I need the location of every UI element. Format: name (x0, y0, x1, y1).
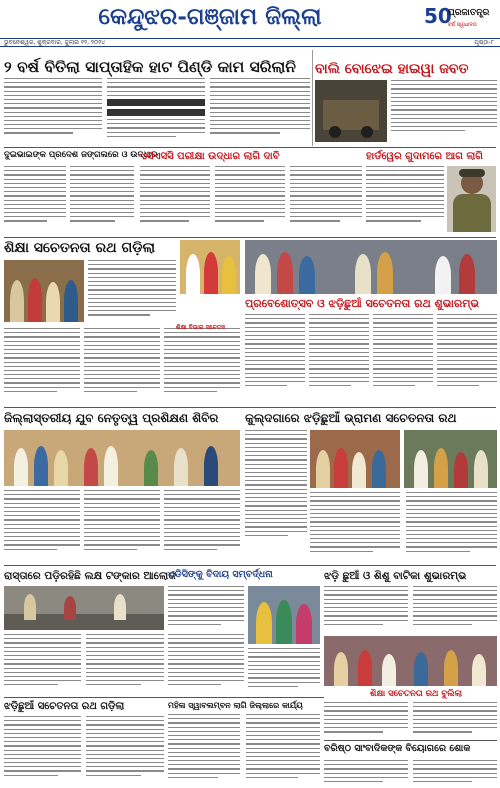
article-body-kuldaga-2 (310, 492, 497, 560)
headline-education-chariot[interactable]: ଶିକ୍ଷା ସଚେତନତା ରଥ ଗଡ଼ିଲା (4, 240, 156, 256)
headline-hardware-fire[interactable]: ହାର୍ଡୱେର ଗୁଦାମରେ ଆଗ ଲାଗି (366, 151, 483, 162)
chariot-photo-right[interactable] (245, 240, 497, 294)
article-body-brothers (4, 166, 134, 234)
page-title: କେନ୍ଦୁଝର-ଗଞ୍ଜାମ ଜିଲ୍ଲା (98, 3, 322, 30)
youth-training-photo[interactable] (4, 430, 240, 486)
officer-portrait[interactable] (447, 166, 496, 232)
brand-name: ପ୍ରଜାତନ୍ତ୍ର (448, 8, 490, 18)
headline-journalist-condolence[interactable]: ବରିଷ୍ଠ ସାଂବାଦିକଙ୍କ ବିୟୋଗରେ ଶୋକ (324, 743, 471, 754)
article-body-festival (245, 314, 497, 404)
kuldaga-photo[interactable] (310, 430, 400, 488)
adc-farewell-photo[interactable] (248, 586, 320, 644)
headline-awareness-chariot-2[interactable]: ଝଡ଼ିଛୁଆଁ ସଚେତନତା ରଥ ଗଡ଼ିଲା (4, 701, 125, 712)
page-number: ପୃଷ୍ଠା-୮ (474, 39, 494, 46)
headline-enrollment-festival[interactable]: ପ୍ରବେଶୋତ୍ସବ ଓ ଝଡ଼ିଛୁଆଁ ସଚେତନତା ରଥ ଶୁଭାରମ୍ଭ (245, 297, 480, 310)
headline-sand-truck[interactable]: ବାଲି ବୋଝେଇ ହାଇୱା ଜବତ (315, 61, 469, 77)
article-body-kids-garden (324, 586, 497, 632)
article-body-fire (366, 166, 444, 234)
headline-brothers-rescue[interactable]: ଦୁଇଭାଇଙ୍କ ପ୍ରଦେଶ ଜଙ୍ଗଲରେ ଓ ଉଦ୍ଧାର (4, 150, 158, 160)
headline-youth-training[interactable]: ଜିଲ୍ଲାସ୍ତରୀୟ ଯୁବ ନେତୃତ୍ୱ ପ୍ରଶିକ୍ଷଣ ଶିବିର (4, 411, 219, 425)
article-body-kuldaga (245, 430, 307, 560)
article-body-youth (4, 490, 240, 560)
article-body-education-tour (324, 702, 497, 738)
brand-tagline: ବର୍ଷ ସ୍ୱାଧୀନତା (448, 22, 477, 28)
masthead (0, 0, 500, 46)
article-body-women (168, 714, 320, 786)
chariot-photo-left[interactable] (4, 260, 84, 322)
newspaper-logo[interactable] (424, 4, 494, 38)
article-body-condolence (324, 760, 497, 786)
article-body-adc (168, 586, 244, 630)
article-body-road-light (4, 634, 164, 694)
headline-kuldaga-chariot[interactable]: କୁଲ୍ଦଗାରେ ଝଡ଼ିଛୁଆଁ ଭ୍ରାମଣ ସଚେତନତା ରଥ (245, 411, 457, 425)
article-body-market (4, 78, 310, 144)
headline-road-light[interactable]: ରାସ୍ତାରେ ପଡ଼ିରହିଛି ଲକ୍ଷ ଟଙ୍କାର ଆଲୋକ (4, 570, 176, 582)
headline-adc-farewell[interactable]: ଏଡିସିଙ୍କୁ ବିଦାୟ ସମ୍ବର୍ଦ୍ଧନା (168, 569, 273, 580)
article-body-adc-2 (168, 634, 244, 694)
article-body-education-lower (4, 328, 240, 404)
kids-garden-photo[interactable] (324, 636, 497, 686)
sand-truck-photo[interactable] (315, 80, 387, 142)
dateline-bar (0, 38, 500, 47)
chariot-photo-center[interactable] (180, 240, 240, 294)
dateline-date: ଭୁବନେଶ୍ୱର, ଶୁକ୍ରବାର, ଜୁଲାଇ ୧୨, ୨୦୨୪ (4, 39, 106, 46)
headline-education-chariot-tour[interactable]: ଶିକ୍ଷା ସଚେତନତା ରଥ ବୁଲିଲା (370, 689, 463, 699)
headline-women-selfreliance[interactable]: ମହିଳା ସ୍ୱାବଲମ୍ବନ ଲାଗି ଜିଲ୍ଲାରେ କାର୍ଯ୍ୟ (168, 700, 303, 710)
headline-ssc-exam[interactable]: ଏସଏସସି ପରୀକ୍ଷା ଉଦ୍ଧାର ଲାଗି ଦାବି (140, 151, 280, 162)
article-body-chariot (88, 260, 176, 326)
headline-weekly-market[interactable]: ୨ ବର୍ଷ ବିତିଲା ସାପ୍ତାହିକ ହାଟ ପିଣ୍ଡି କାମ ସରିଲାନି (4, 57, 296, 76)
headline-kids-garden[interactable]: ଝଡ଼ି ଛୁଆଁ ଓ ଶିଶୁ ବାଟିକା ଶୁଭାରମ୍ଭ (324, 570, 467, 582)
article-body-ssc (140, 166, 362, 234)
article-body-adc-3 (248, 648, 320, 694)
kuldaga-photo-side[interactable] (404, 430, 497, 488)
article-body-sand (391, 80, 497, 142)
brand-number: 50 (424, 4, 452, 28)
sidebar-tag: ଶିକ୍ଷା ବିଭାଗ ସଚେତନ (176, 324, 226, 331)
road-light-photo[interactable] (4, 586, 164, 630)
article-body-awareness-2 (4, 716, 164, 786)
